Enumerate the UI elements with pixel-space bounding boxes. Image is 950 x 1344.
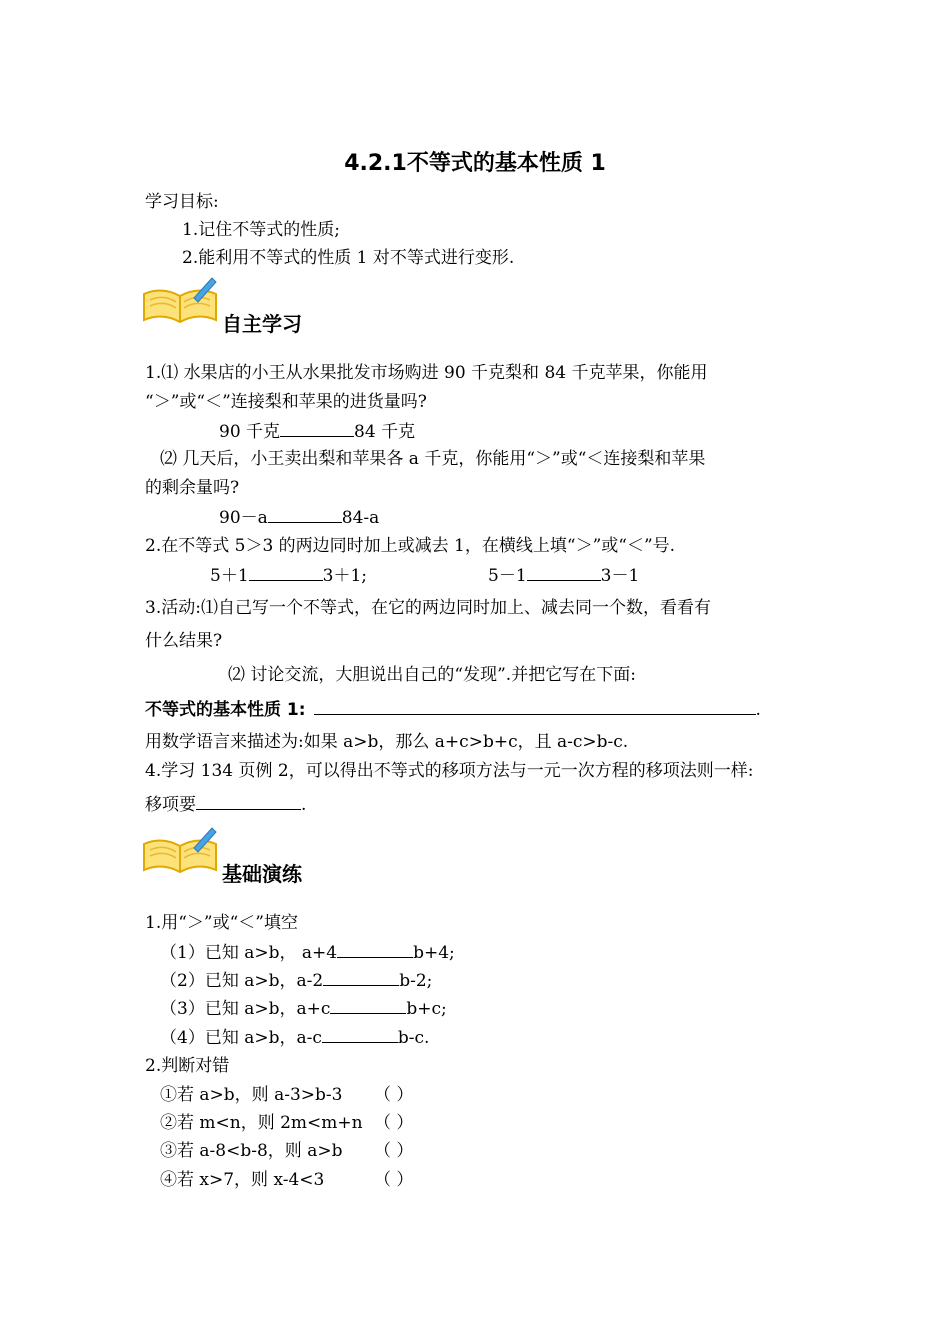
property-label: 不等式的基本性质 1: — [145, 700, 306, 720]
question-text: 2.在不等式 5＞3 的两边同时加上或减去 1，在横线上填“＞”或“＜”号. — [145, 536, 676, 556]
goals-heading: 学习目标: — [145, 192, 219, 212]
answer-blank[interactable] — [268, 506, 342, 523]
open-book-pen-icon — [140, 826, 220, 876]
goal-item: 1.记住不等式的性质; — [182, 220, 340, 240]
comparison-left: 5－1 — [488, 566, 527, 586]
open-book-pen-icon — [140, 276, 220, 326]
comparison-left: 5＋1 — [210, 566, 249, 586]
page-title: 4.2.1不等式的基本性质 1 — [344, 151, 606, 176]
answer-blank[interactable] — [337, 941, 413, 958]
section-title-basic-practice: 基础演练 — [222, 862, 302, 886]
comparison-right: 3＋1; — [322, 566, 367, 586]
fill-item-left: （1）已知 a>b， a+4 — [160, 943, 338, 963]
question-text: 3.活动:⑴自己写一个不等式，在它的两边同时加上、减去同一个数，看看有 — [145, 598, 711, 618]
question-text: 2.判断对错 — [145, 1056, 230, 1076]
answer-blank[interactable] — [330, 997, 406, 1014]
question-text: 什么结果? — [145, 631, 223, 651]
judge-paren[interactable]: （ ） — [374, 1085, 414, 1105]
comparison-line — [219, 506, 379, 529]
comparison-right: 84-a — [341, 508, 380, 528]
answer-blank[interactable] — [323, 969, 399, 986]
transpose-label: 移项要 — [145, 795, 196, 815]
answer-blank[interactable] — [249, 564, 323, 581]
fill-item-left: （3）已知 a>b，a+c — [160, 999, 331, 1019]
fill-item-right: b-2; — [399, 971, 433, 991]
fill-item — [160, 997, 447, 1020]
question-text: 1.用“＞”或“＜”填空 — [145, 913, 298, 933]
judge-item: ②若 m<n，则 2m<m+n — [160, 1113, 363, 1133]
fill-item — [160, 1026, 429, 1049]
fill-item-left: （4）已知 a>b，a-c — [160, 1028, 322, 1048]
fill-item-right: b-c. — [397, 1028, 430, 1048]
fill-item-right: b+4; — [413, 943, 455, 963]
fill-item-right: b+c; — [406, 999, 447, 1019]
question-text: 的剩余量吗? — [145, 478, 240, 498]
comparison-line — [488, 564, 639, 587]
transpose-line — [145, 793, 306, 816]
judge-item: ①若 a>b，则 a-3>b-3 — [160, 1085, 343, 1105]
judge-item: ③若 a-8<b-8，则 a>b — [160, 1141, 343, 1161]
question-text: “＞”或“＜”连接梨和苹果的进货量吗? — [145, 392, 427, 412]
judge-paren[interactable]: （ ） — [374, 1141, 414, 1161]
fill-item — [160, 941, 455, 964]
fill-item-left: （2）已知 a>b，a-2 — [160, 971, 324, 991]
fill-item — [160, 969, 432, 992]
comparison-right: 3－1 — [600, 566, 640, 586]
judge-paren[interactable]: （ ） — [374, 1113, 414, 1133]
question-text: ⑵ 讨论交流，大胆说出自己的“发现”.并把它写在下面: — [228, 665, 636, 685]
question-text: ⑵ 几天后，小王卖出梨和苹果各 a 千克，你能用“＞”或“＜连接梨和苹果 — [160, 449, 706, 469]
property-end: . — [755, 700, 761, 720]
math-description: 用数学语言来描述为:如果 a>b，那么 a+c>b+c，且 a-c>b-c. — [145, 732, 629, 752]
question-text: 1.⑴ 水果店的小王从水果批发市场购进 90 千克梨和 84 千克苹果，你能用 — [145, 363, 708, 383]
question-text: 4.学习 134 页例 2，可以得出不等式的移项方法与一元一次方程的移项法则一样: — [145, 761, 754, 781]
section-title-self-study: 自主学习 — [222, 312, 302, 336]
comparison-line — [210, 564, 367, 587]
property-line — [145, 698, 761, 721]
comparison-line — [219, 420, 415, 443]
judge-item: ④若 x>7，则 x-4<3 — [160, 1170, 325, 1190]
comparison-right: 84 千克 — [354, 422, 416, 442]
comparison-left: 90－a — [219, 508, 268, 528]
answer-blank[interactable] — [527, 564, 601, 581]
judge-paren[interactable]: （ ） — [374, 1170, 414, 1190]
comparison-left: 90 千克 — [219, 422, 281, 442]
answer-blank[interactable] — [280, 420, 354, 437]
answer-blank[interactable] — [322, 1026, 398, 1043]
transpose-end: . — [301, 795, 307, 815]
goal-item: 2.能利用不等式的性质 1 对不等式进行变形. — [182, 248, 515, 268]
answer-blank[interactable] — [314, 698, 756, 715]
answer-blank[interactable] — [196, 793, 301, 810]
